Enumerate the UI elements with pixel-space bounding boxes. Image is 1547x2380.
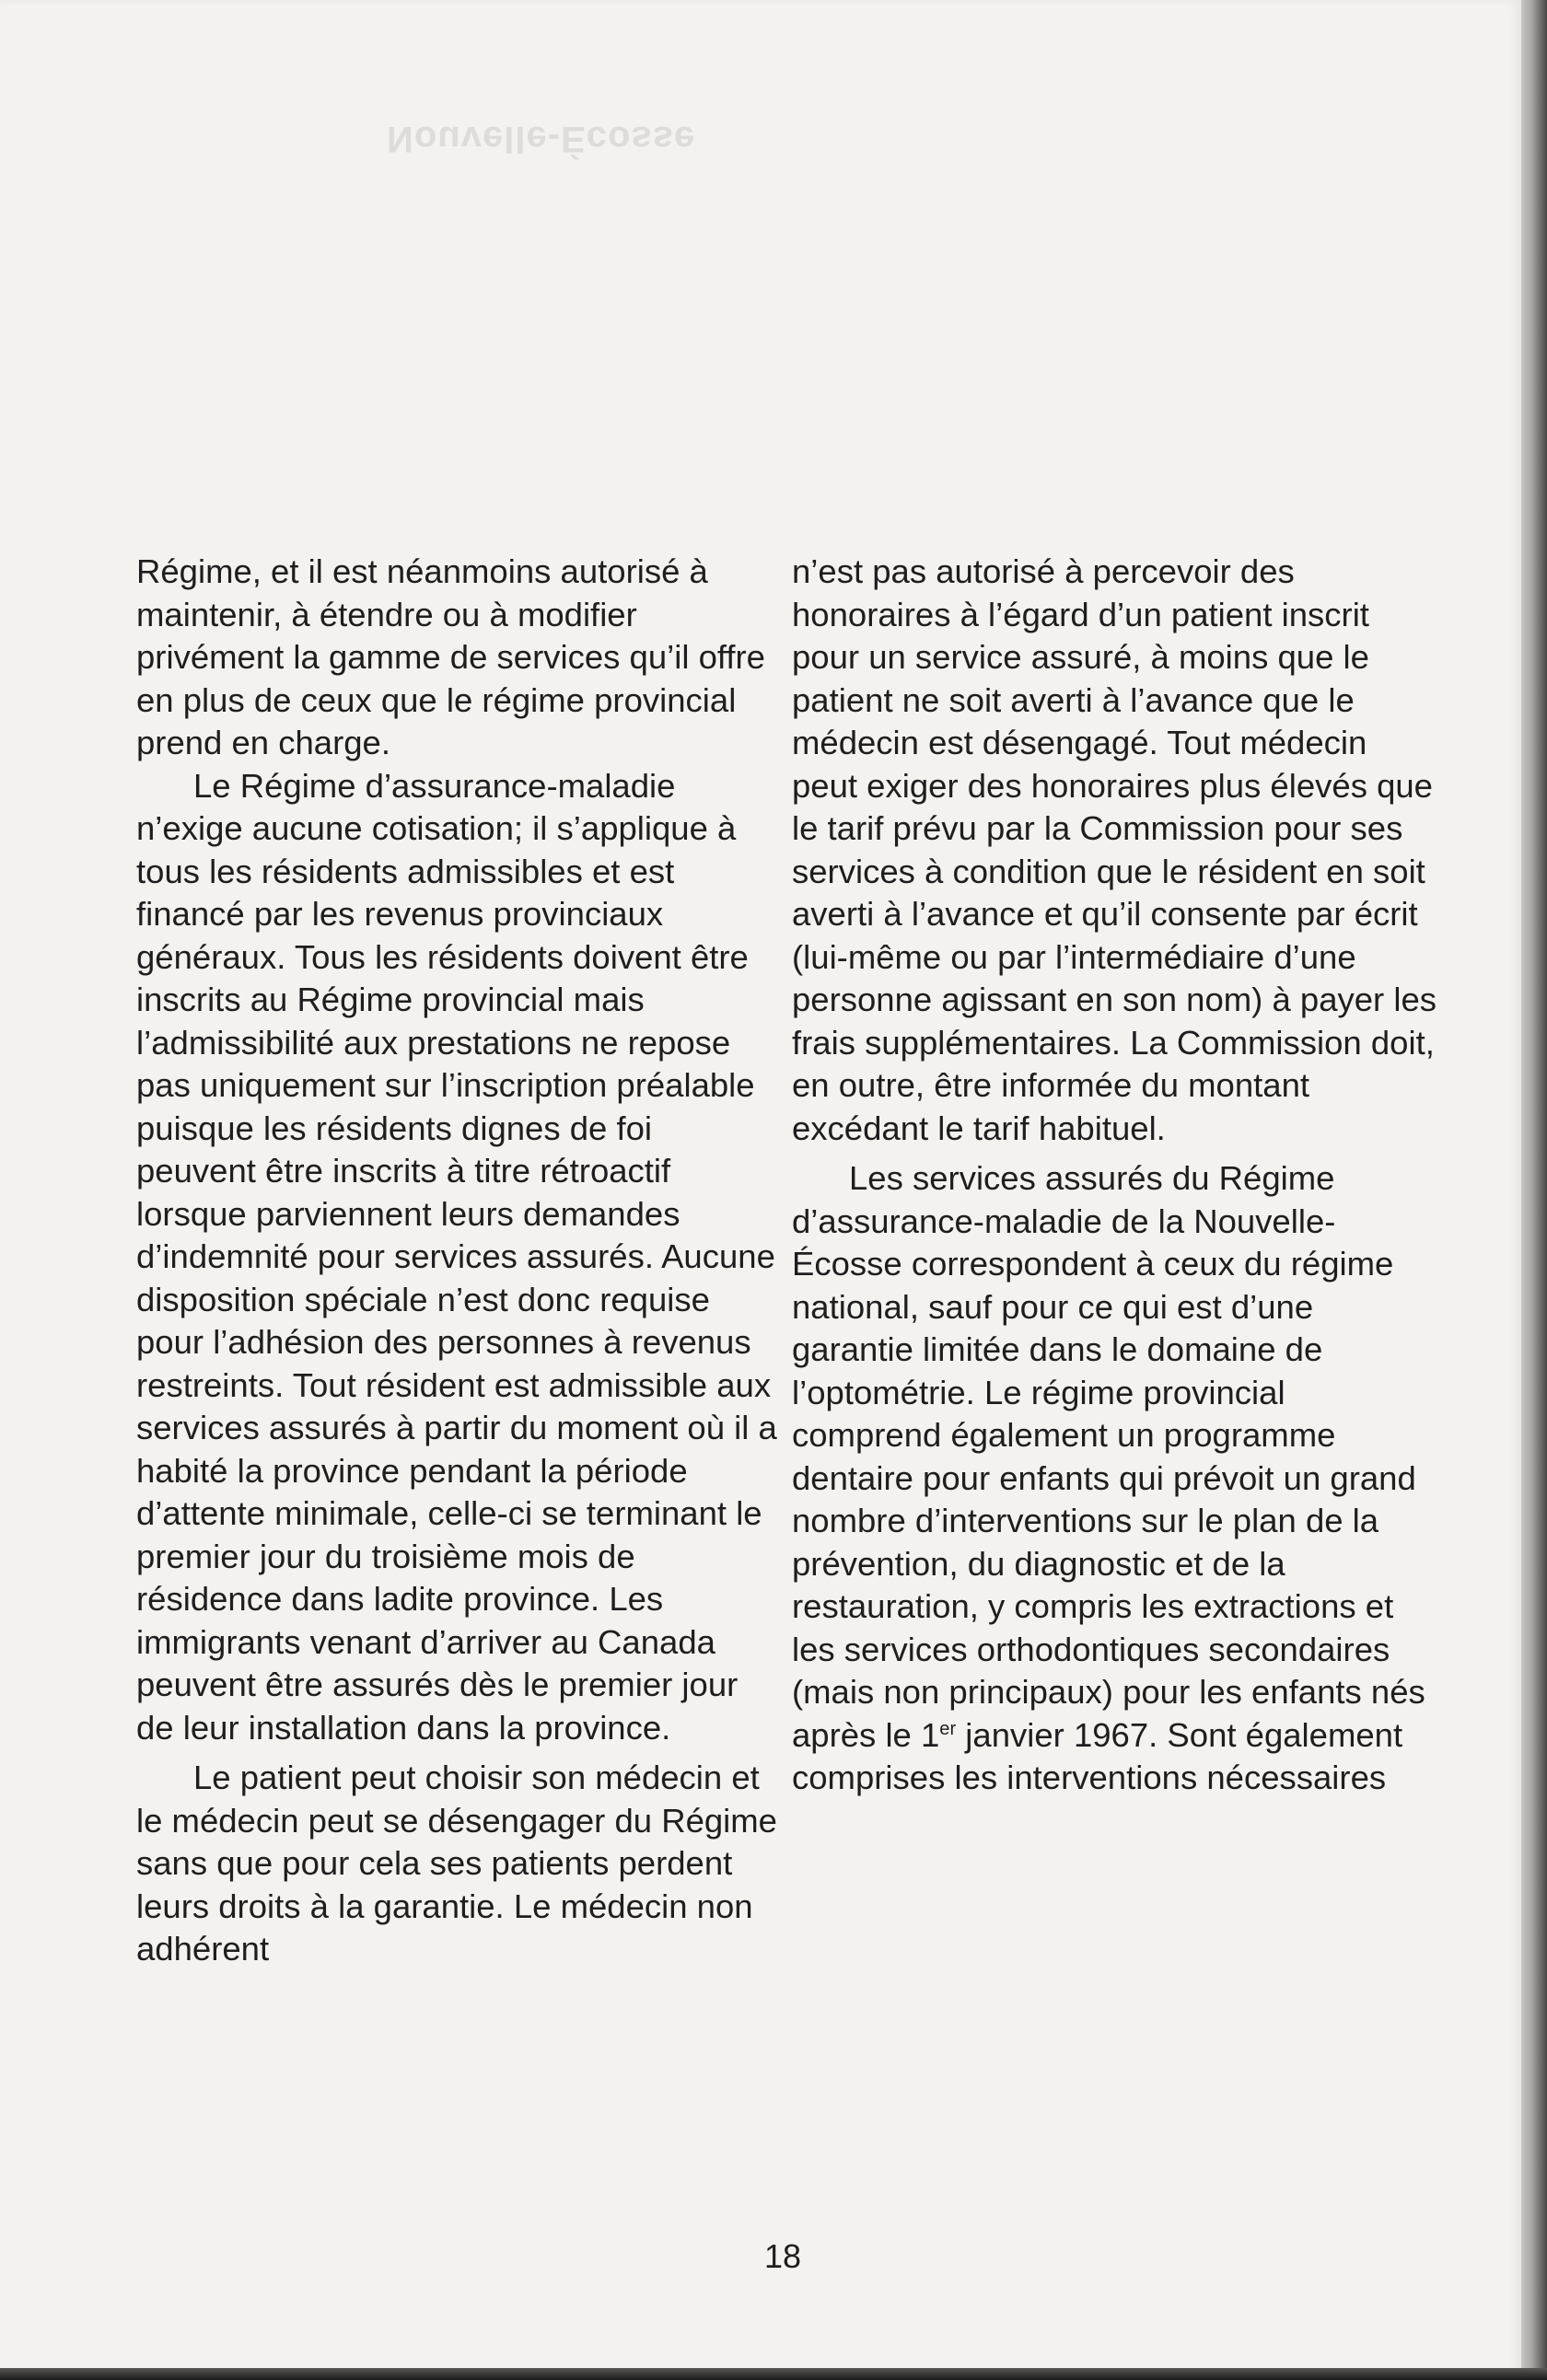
right-paragraph-2 xyxy=(792,1157,1436,1800)
left-paragraph-2: Le Régime d’assurance-maladie n’exige aucune cotisation; il s’applique à tous les résidents admissibles et est financé par les revenus provinciaux généraux. Tous les résidents doivent être inscrits au Régime provincial mais l’admissibilité aux prestations ne repose pas uniquement sur l’inscription préalable puisque les résidents dignes de foi peuvent être inscrits à titre rétroactif lorsque parviennent leurs demandes d’indemnité pour services assurés. Aucune disposition spéciale n’est donc requise pour l’adhésion des personnes à revenus restreints. Tout résident est admissible aux services assurés à partir du moment où il a habité la province pendant la période d’attente minimale, celle-ci se terminant le premier jour du troisième mois de résidence dans ladite province. Les immigrants venant d’arriver au Canada peuvent être assurés dès le premier jour de leur installation dans la province. xyxy=(136,766,777,1747)
bleed-through-text: Nouvelle-Écosse xyxy=(387,119,696,159)
right-paragraph-2-text: Les services assurés du Régime d’assurance-maladie de la Nouvelle-Écosse correspondent à ceux du régime national, sauf pour ce qui est d’une garantie limitée dans le domaine de l’optométrie. Le régime provincial comprend également un programme dentaire pour enfants qui prévoit un grand nombre d’interventions sur le plan de la prévention, du diagnostic et de la restauration, y compris les extractions et les services orthodontiques secondaires (mais non principaux) pour les enfants nés après le 1 xyxy=(792,1159,1425,1754)
right-paragraph-2-text-end: janvier 1967. Sont également comprises les interventions nécessaires xyxy=(792,1715,1403,1796)
page-number: 18 xyxy=(763,2237,802,2275)
left-paragraph-1: Régime, et il est néanmoins autorisé à maintenir, à étendre ou à modifier privément la gamme de services qu’il offre en plus de ceux que le régime provincial prend en charge. xyxy=(136,552,765,761)
scan-bottom-edge xyxy=(0,2368,1547,2380)
superscript-er: er xyxy=(939,1718,957,1739)
page-edge xyxy=(1521,0,1547,2380)
right-column xyxy=(792,551,1436,1800)
right-paragraph-1: n’est pas autorisé à percevoir des honoraires à l’égard d’un patient inscrit pour un service assuré, à moins que le patient ne soit averti à l’avance que le médecin est désengagé. Tout médecin peut exiger des honoraires plus élevés que le tarif prévu par la Commission pour ses services à condition que le résident en soit averti à l’avance et qu’il consente par écrit (lui-même ou par l’intermédiaire d’une personne agissant en son nom) à payer les frais supplémentaires. La Commission doit, en outre, être informée du montant excédant le tarif habituel. xyxy=(792,552,1437,1147)
left-paragraph-3: Le patient peut choisir son médecin et le médecin peut se désengager du Régime sans que pour cela ses patients perdent leurs droits à la garantie. Le médecin non adhérent xyxy=(136,1759,777,1968)
left-column xyxy=(136,551,781,1971)
